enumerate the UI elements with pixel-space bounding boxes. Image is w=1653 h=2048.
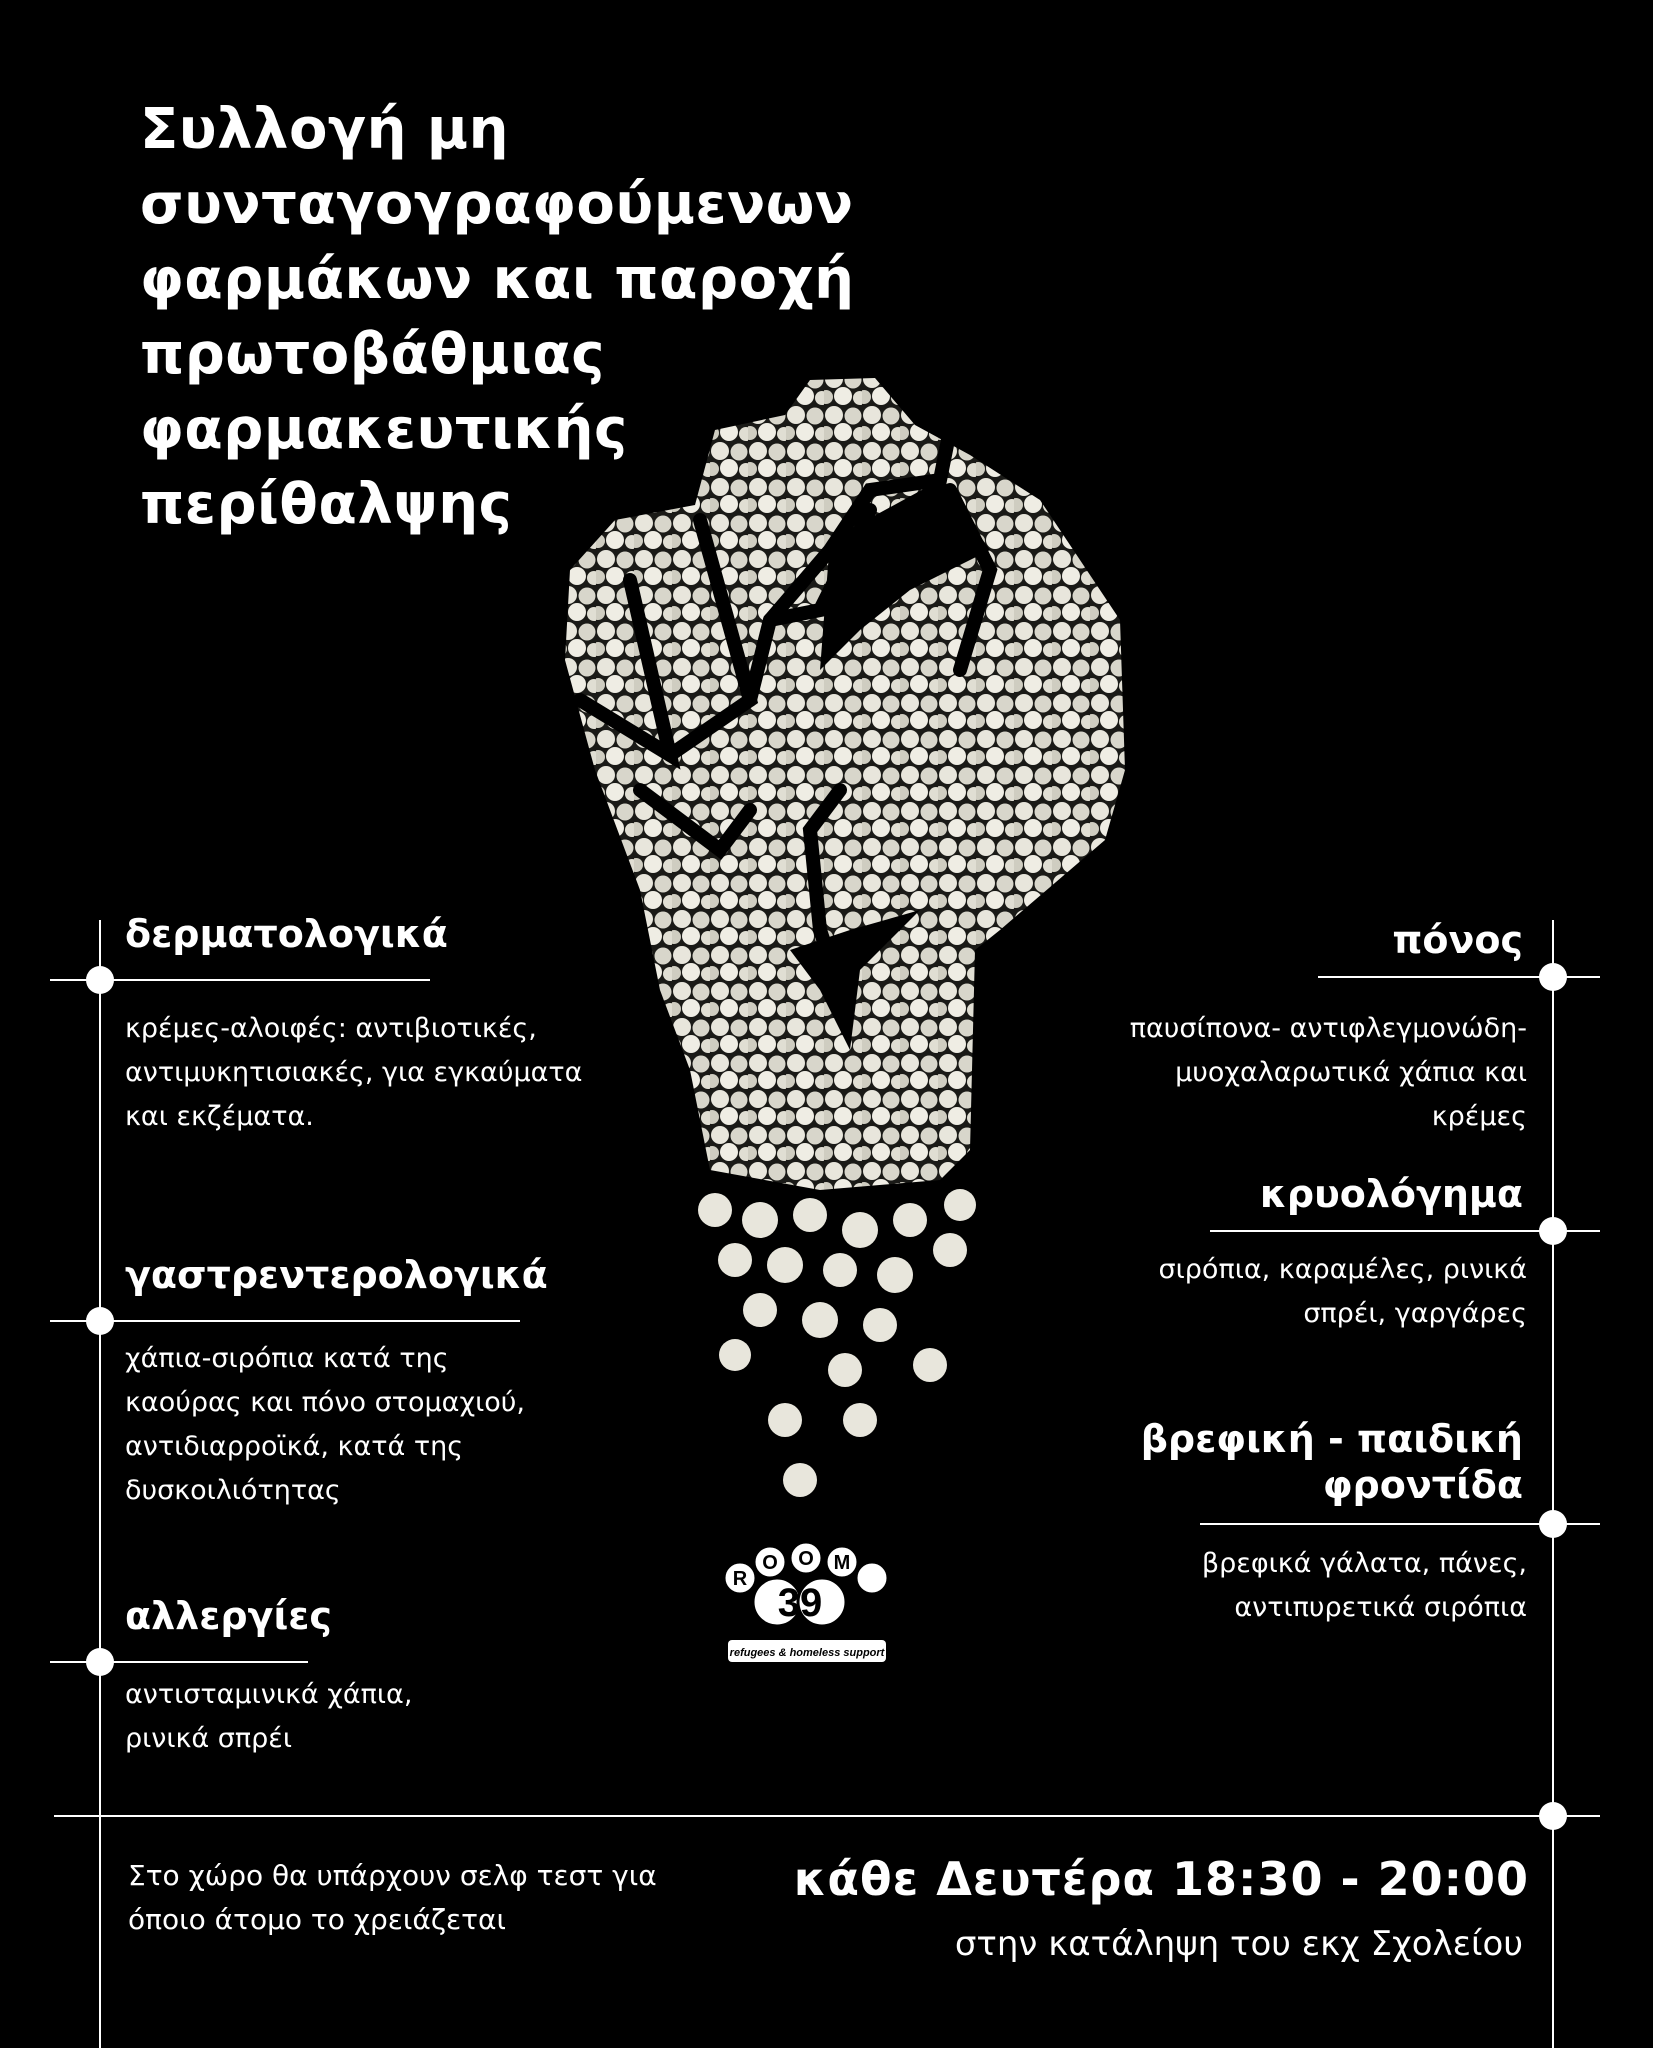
text-line: όποιο άτομο το χρειάζεται [128, 1903, 506, 1936]
venue-text: στην κατάληψη του εκχ Σχολείου [954, 1924, 1523, 1964]
text-line: βρεφικά γάλατα, πάνες, [1201, 1548, 1527, 1579]
category-text-dermatology [125, 1007, 582, 1139]
text-line: σπρέι, γαργάρες [1303, 1298, 1527, 1329]
text-line: κρέμες-αλοιφές: αντιβιοτικές, [125, 1013, 537, 1044]
text-line: καούρας και πόνο στομαχιού, [125, 1387, 525, 1418]
text-line: χάπια-σιρόπια κατά της [125, 1343, 449, 1374]
schedule-text: κάθε Δευτέρα 18:30 - 20:00 [793, 1852, 1529, 1906]
title-line: βρεφική - παιδική [1140, 1417, 1523, 1461]
footer-divider [54, 1815, 1600, 1817]
title-line: πρωτοβάθμιας [140, 322, 605, 387]
category-title-allergies: αλλεργίες [125, 1594, 332, 1638]
text-line: αντιμυκητισιακές, για εγκαύματα [125, 1057, 583, 1088]
timeline-dot [1539, 1802, 1567, 1830]
category-text-allergies [125, 1673, 412, 1761]
category-title-pain: πόνος [1392, 918, 1523, 962]
title-line: Συλλογή μη [140, 97, 509, 162]
text-line: μυοχαλαρωτικά χάπια και [1175, 1057, 1527, 1088]
left-timeline-line [99, 920, 101, 2048]
timeline-dot [1539, 1510, 1567, 1538]
text-line: Στο χώρο θα υπάρχουν σελφ τεστ για [128, 1859, 657, 1892]
text-line: αντιπυρετικά σιρόπια [1234, 1592, 1527, 1623]
text-line: κρέμες [1431, 1101, 1527, 1132]
title-line: φαρμάκων και παροχή [140, 247, 855, 312]
logo-letter: M [833, 1552, 851, 1574]
logo-letter: O [762, 1552, 778, 1574]
self-test-note [128, 1854, 657, 1942]
timeline-dot [86, 1307, 114, 1335]
category-title-baby [1141, 1416, 1523, 1508]
logo-subtitle: refugees & homeless support [729, 1647, 885, 1659]
right-timeline-line [1552, 920, 1554, 2048]
title-line: περίθαλψης [140, 472, 513, 537]
category-text-cold [1159, 1248, 1527, 1336]
fist-of-pills-image [520, 370, 1140, 1520]
connector-line [50, 1320, 520, 1322]
timeline-dot [1539, 963, 1567, 991]
room39-logo [722, 1540, 892, 1670]
title-line: συνταγογραφούμενων [140, 172, 854, 237]
text-line: αντιδιαρροϊκά, κατά της [125, 1431, 464, 1462]
logo-letter: R [732, 1568, 748, 1590]
logo-number: 39 [777, 1581, 823, 1625]
category-text-baby [1202, 1542, 1527, 1630]
category-title-dermatology: δερματολογικά [125, 912, 448, 956]
category-title-cold: κρυολόγημα [1259, 1172, 1523, 1216]
title-line: φροντίδα [1322, 1463, 1523, 1507]
timeline-dot [86, 1648, 114, 1676]
text-line: ρινικά σπρέι [125, 1723, 293, 1754]
category-title-gastro: γαστρεντερολογικά [125, 1253, 548, 1297]
timeline-dot [86, 966, 114, 994]
text-line: αντισταμινικά χάπια, [125, 1679, 413, 1710]
category-text-gastro [125, 1337, 525, 1513]
text-line: δυσκοιλιότητας [125, 1475, 341, 1506]
timeline-dot [1539, 1217, 1567, 1245]
category-text-pain [1130, 1007, 1527, 1139]
text-line: παυσίπονα- αντιφλεγμονώδη- [1129, 1013, 1527, 1044]
title-line: φαρμακευτικής [140, 397, 628, 462]
text-line: και εκζέματα. [125, 1101, 314, 1132]
text-line: σιρόπια, καραμέλες, ρινικά [1158, 1254, 1527, 1285]
logo-letter: O [798, 1548, 814, 1570]
